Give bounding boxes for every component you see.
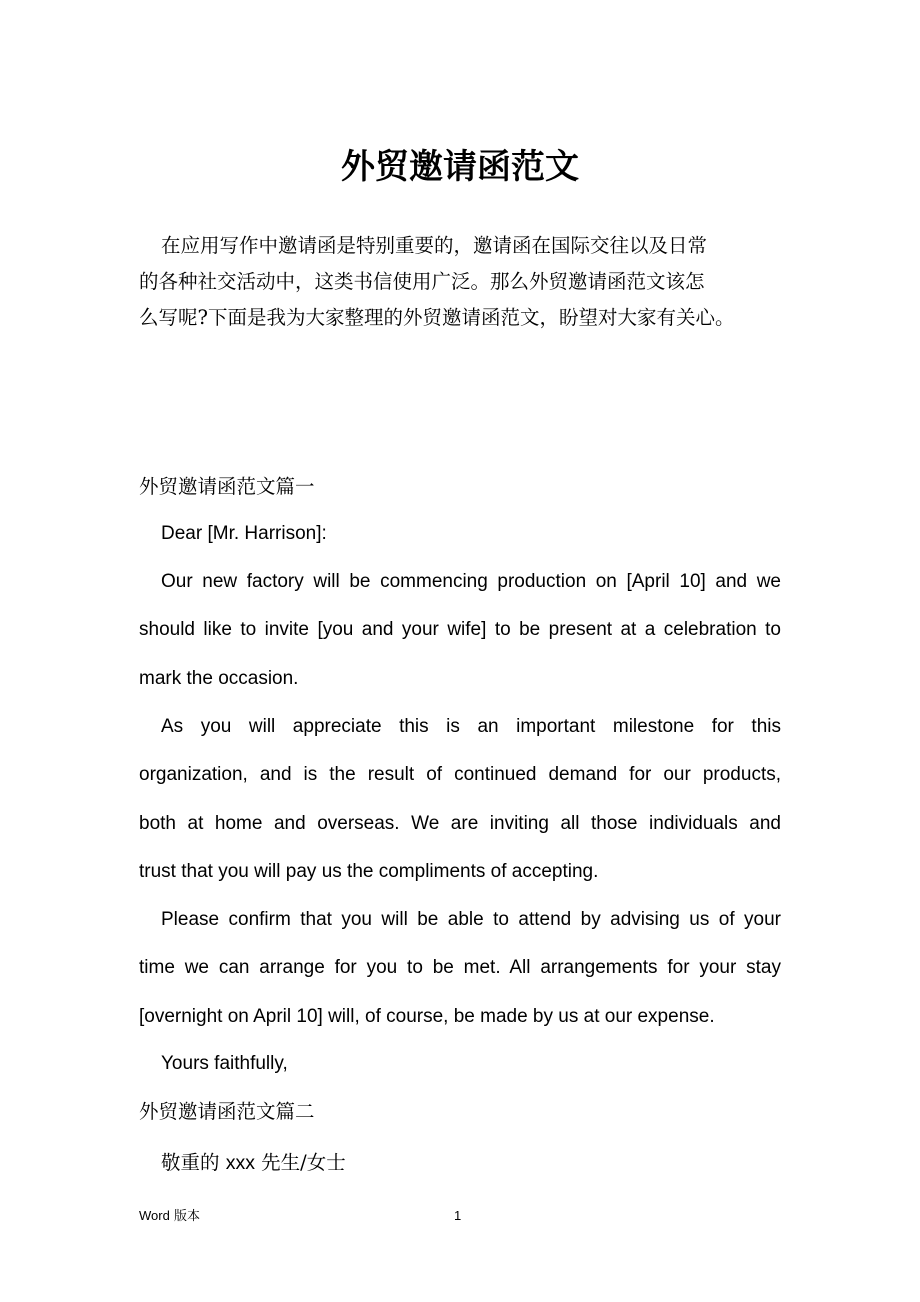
- salutation: [139, 510, 781, 558]
- greeting-suffix: 先生/女士: [261, 1151, 346, 1174]
- section-heading-1: 外贸邀请函范文篇一: [139, 475, 315, 498]
- letter-paragraph-2: [139, 703, 781, 896]
- closing-text: Yours faithfully,: [161, 1053, 288, 1074]
- intro-line: 么写呢?下面是我为大家整理的外贸邀请函范文，盼望对大家有关心。: [139, 306, 735, 329]
- paragraph-line: should like to invite [you and your wife] to be present at a celebration to: [139, 619, 781, 641]
- section-heading-2: 外贸邀请函范文篇二: [139, 1100, 315, 1123]
- paragraph-line: mark the occasion.: [139, 667, 299, 689]
- paragraph-line: organization, and is the result of continued demand for our products,: [139, 764, 781, 786]
- salutation-text: Dear [Mr. Harrison]:: [161, 523, 327, 544]
- paragraph-line: time we can arrange for you to be met. All arrangements for your stay: [139, 957, 781, 979]
- document-title: 外贸邀请函范文: [341, 147, 579, 187]
- footer-label: [139, 1207, 200, 1226]
- greeting-prefix: 敬重的: [161, 1151, 220, 1174]
- section2-greeting: [161, 1148, 346, 1178]
- paragraph-line: As you will appreciate this is an important milestone for this: [161, 716, 781, 737]
- paragraph-line: both at home and overseas. We are inviting all those individuals and: [139, 812, 781, 834]
- closing: [139, 1040, 781, 1088]
- footer-word: Word: [139, 1208, 170, 1223]
- letter-paragraph-1: [139, 558, 781, 703]
- page-number: 1: [454, 1208, 462, 1223]
- paragraph-line: [overnight on April 10] will, of course, be made by us at our expense.: [139, 1005, 715, 1027]
- paragraph-line: trust that you will pay us the compliments of accepting.: [139, 860, 599, 882]
- greeting-name: xxx: [225, 1152, 255, 1174]
- intro-line: 的各种社交活动中，这类书信使用广泛。那么外贸邀请函范文该怎: [139, 270, 705, 293]
- letter-paragraph-3: [139, 896, 781, 1041]
- paragraph-line: Please confirm that you will be able to attend by advising us of your: [161, 909, 781, 930]
- footer-version: 版本: [173, 1209, 200, 1224]
- intro-line: 在应用写作中邀请函是特别重要的，邀请函在国际交往以及日常: [161, 234, 708, 257]
- intro-paragraph: [139, 228, 789, 336]
- paragraph-line: Our new factory will be commencing production on [April 10] and we: [161, 571, 781, 592]
